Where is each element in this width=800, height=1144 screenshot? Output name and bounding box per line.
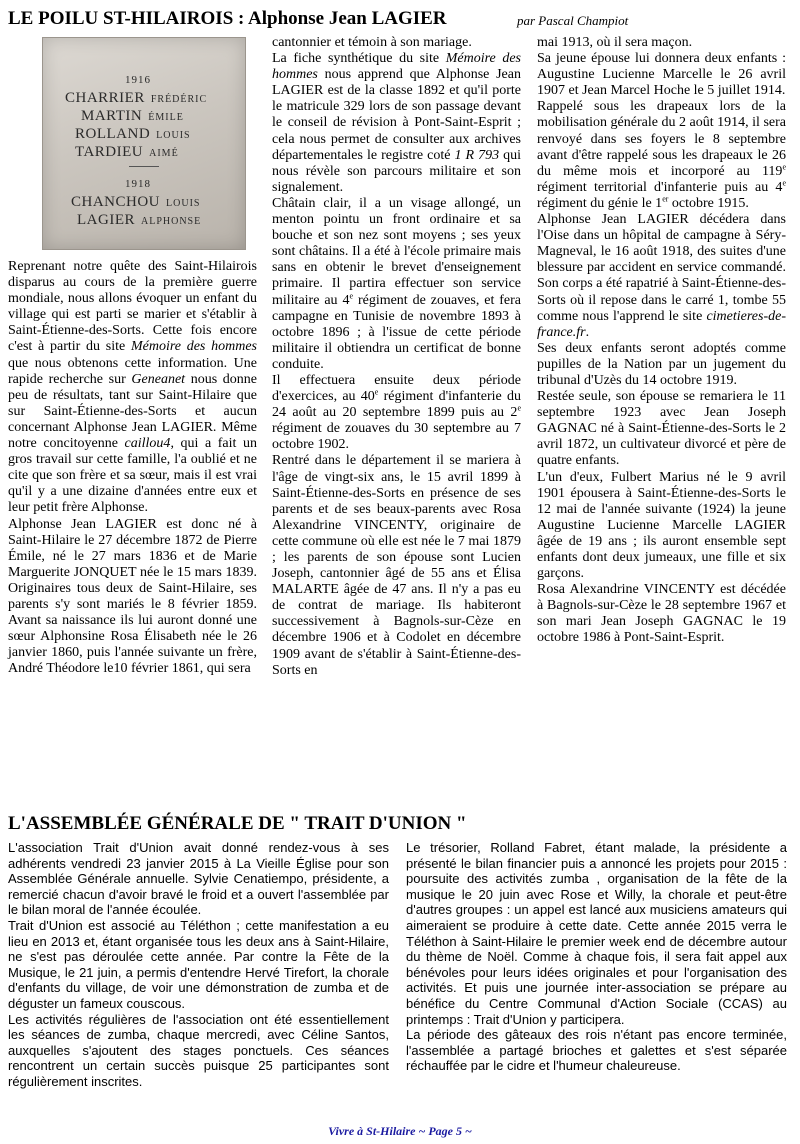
- paragraph: mai 1913, où il sera maçon.: [537, 35, 693, 50]
- page-footer: Vivre à St-Hilaire ~ Page 5 ~: [328, 1124, 472, 1138]
- paragraph: Trait d'Union est associé au Téléthon ; cette manifestation a eu lieu en 2013 et, étant organisée tous les deux ans à Saint-Hilaire, ne s'est pas déroulée cette année. Par contre la Fête de la Musique, le 21 juin, a permis d'entendre Hervé Tirefort, la chorale d'enfants du village, de voir une démonstration de zumba et de déguster un fameux couscous.: [8, 917, 389, 1011]
- paragraph: La période des gâteaux des rois n'étant pas encore terminée, l'assemblée a partagé brioches et galettes et s'est séparée réchauffée par le cidre et l'humeur chaleureuse.: [406, 1027, 787, 1074]
- plaque-year-1916: 1916: [125, 74, 151, 86]
- paragraph: Alphonse Jean LAGIER décédera dans l'Oise dans un hôpital de campagne à Séry-Magneval, le 16 août 1918, des suites d'une blessure par accident en service commandé. Son corps a été rapatrié à Saint-Étienne-des-Sorts où il repose dans le carré 1, tombe 55 comme nous l'apprend le site cimetieres-de-france.fr.: [537, 212, 786, 340]
- plaque-year-1918: 1918: [125, 178, 151, 190]
- plaque-name: TARDIEU AIMÉ: [75, 144, 179, 160]
- paragraph: Ses deux enfants seront adoptés comme pupilles de la Nation par un jugement du tribunal d'Uzès du 14 octobre 1919.: [537, 340, 786, 388]
- paragraph: Sa jeune épouse lui donnera deux enfants : Augustine Lucienne Marcelle le 26 avril 1907 et Jean Marcel Hoche le 5 juillet 1914.: [537, 51, 786, 99]
- paragraph: Reprenant notre quête des Saint-Hilairois disparus au cours de la première guerre mondiale, nous allons évoquer un enfant du village qui est parti se marier et s'établir à Saint-Étienne-des-Sorts. Cette fois encore c'est à partir du site Mémoire des hommes que nous obtenons cette information. Une rapide recherche sur Geneanet nous donne peu de résultats, tant sur Saint-Hilaire que sur Saint-Étienne-des-Sorts et aucun concernant Alphonse Jean LAGIER. Même notre concitoyenne caillou4, qui a fait un gros travail sur cette famille, l'a oublié et ne cite que son frère et sa sœur, mais il est vrai qu'il y a une dizaine d'années entre eux et leur petit frère Alphonse.: [8, 259, 257, 516]
- section-title: L'ASSEMBLÉE GÉNÉRALE DE " TRAIT D'UNION ": [8, 813, 467, 834]
- article-title: LE POILU ST-HILAIROIS : Alphonse Jean LAGIER: [8, 8, 447, 29]
- plaque-name: CHARRIER FRÉDÉRIC: [65, 90, 208, 106]
- paragraph: Rappelé sous les drapeaux lors de la mobilisation générale du 2 août 1914, il sera renvoyé dans ses foyers le 8 septembre avant d'être rappelé sous les drapeaux le 26 du même mois et incorporé au 119e régiment territorial d'infanterie puis au 4e régiment du génie le 1er octobre 1915.: [537, 99, 786, 211]
- article-column-3: [537, 35, 786, 647]
- article-column-2: [272, 35, 521, 679]
- plaque-divider: [129, 166, 159, 167]
- paragraph: La fiche synthétique du site Mémoire des hommes nous apprend que Alphonse Jean LAGIER est de la classe 1892 et qu'il porte le matricule 329 lors de son passage devant le conseil de révision à Pont-Saint-Esprit ; cela nous permet de consulter aux archives départementales le registre coté 1 R 793 qui nous révèle son parcours militaire et son signalement.: [272, 51, 521, 195]
- plaque-name: MARTIN ÉMILE: [81, 108, 184, 124]
- paragraph: Châtain clair, il a un visage allongé, un menton pointu un front ordinaire et sa bouche et son nez sont moyens ; ses yeux sont châtains. Il a été à l'école primaire mais sans en obtenir le brevet d'enseignement primaire. Il partira effectuer son service militaire au 4e régiment de zouaves, et fera campagne en Tunisie de novembre 1893 à octobre 1896 ; à l'issue de cette période militaire il obtiendra un certificat de bonne conduite.: [272, 195, 521, 372]
- paragraph: Rosa Alexandrine VINCENTY est décédée à Bagnols-sur-Cèze le 28 septembre 1967 et son mari Jean Joseph GAGNAC le 19 octobre 1986 à Pont-Saint-Esprit.: [537, 582, 786, 646]
- paragraph: L'un d'eux, Fulbert Marius né le 9 avril 1901 épousera à Saint-Étienne-des-Sorts le 12 mai de l'année suivante (1924) la jeune Augustine Lucienne Marcelle LAGIER âgée de 19 ans ; ils auront ensemble sept enfants dont deux jumeaux, une fille et six garçons.: [537, 469, 786, 582]
- memorial-plaque-image: [42, 37, 246, 250]
- article-author: par Pascal Champiot: [517, 13, 629, 28]
- paragraph: Les activités régulières de l'association ont été essentiellement les séances de zumba, chaque mercredi, avec Céline Santos, auxquelles s'ajoutent des stages ponctuels. Ces séances rencontrent un certain succès puisque 25 participantes sont régulièrement inscrites.: [8, 1011, 389, 1089]
- paragraph: Restée seule, son épouse se remariera le 11 septembre 1923 avec Jean Joseph GAGNAC né à Saint-Étienne-des-Sorts le 2 avril 1872, un cultivateur divorcé et père de quatre enfants.: [537, 389, 786, 469]
- paragraph: L'association Trait d'Union avait donné rendez-vous à ses adhérents vendredi 23 janvier 2015 à La Vieille Église pour son Assemblée Générale annuelle. Sylvie Cenatiempo, présidente, a remercié chacun d'avoir bravé le froid et a ouvert l'assemblée par le bilan moral de l'année écoulée.: [8, 840, 389, 918]
- paragraph: Rentré dans le département il se mariera à l'âge de vingt-six ans, le 15 avril 1899 à Saint-Étienne-des-Sorts en présence de ses parents et de ses beaux-parents avec Rosa Alexandrine VINCENTY, originaire de cette commune où elle est née le 7 mai 1879 ; les parents de son épouse sont Lucien Joseph, cantonnier âgé de 55 ans et Élisa MALARTE âgée de 47 ans. Il n'y a pas eu de contrat de mariage. Ils habiteront successivement à Bagnols-sur-Cèze en décembre 1906 et à Codolet en décembre 1909 avant de s'établir à Saint-Étienne-des-Sorts en: [272, 453, 521, 678]
- article-column-1: [8, 259, 257, 677]
- plaque-name: CHANCHOU LOUIS: [71, 194, 201, 210]
- paragraph: cantonnier et témoin à son mariage.: [272, 35, 472, 50]
- paragraph: Il effectuera ensuite deux période d'exercices, au 40e régiment d'infanterie du 24 août au 20 septembre 1899 puis au 2e régiment de zouaves du 30 septembre au 7 octobre 1902.: [272, 372, 521, 453]
- plaque-name: LAGIER ALPHONSE: [77, 212, 202, 228]
- plaque-name: ROLLAND LOUIS: [75, 126, 191, 142]
- paragraph: Alphonse Jean LAGIER est donc né à Saint-Hilaire le 27 décembre 1872 de Pierre Émile, né le 27 mars 1836 et de Marie Marguerite JONQUET née le 15 mars 1839. Originaires tous deux de Saint-Hilaire, ses parents s'y sont mariés le 8 février 1859. Avant sa naissance ils lui auront donné une sœur Alphonsine Rosa Élisabeth née le 26 janvier 1860, puis l'année suivante un frère, André Théodore le10 février 1861, qui sera: [8, 516, 257, 677]
- paragraph: Le trésorier, Rolland Fabret, étant malade, la présidente a présenté le bilan financier puis a annoncé les projets pour 2015 : poursuite des activités zumba , organisation de la fête de la musique le 20 juin avec Rose et Willy, la chorale et peut-être d'autres groupes : un appel est lancé aux musiciens amateurs qui aimeraient se produire à cette date. Cette année 2015 verra le Téléthon à Saint-Hilaire le premier week end de décembre autour du thème de Noël. Comme à chaque fois, il sera fait appel aux bénévoles pour leurs idées originales et pour l'organisation des activités. Et puis une journée inter-association se prépare au bénéfice du Centre Communal d'Action Sociale (CCAS) au printemps : Trait d'Union y participera.: [406, 840, 787, 1027]
- section-column-right: [406, 840, 787, 1074]
- section-column-left: [8, 840, 389, 1090]
